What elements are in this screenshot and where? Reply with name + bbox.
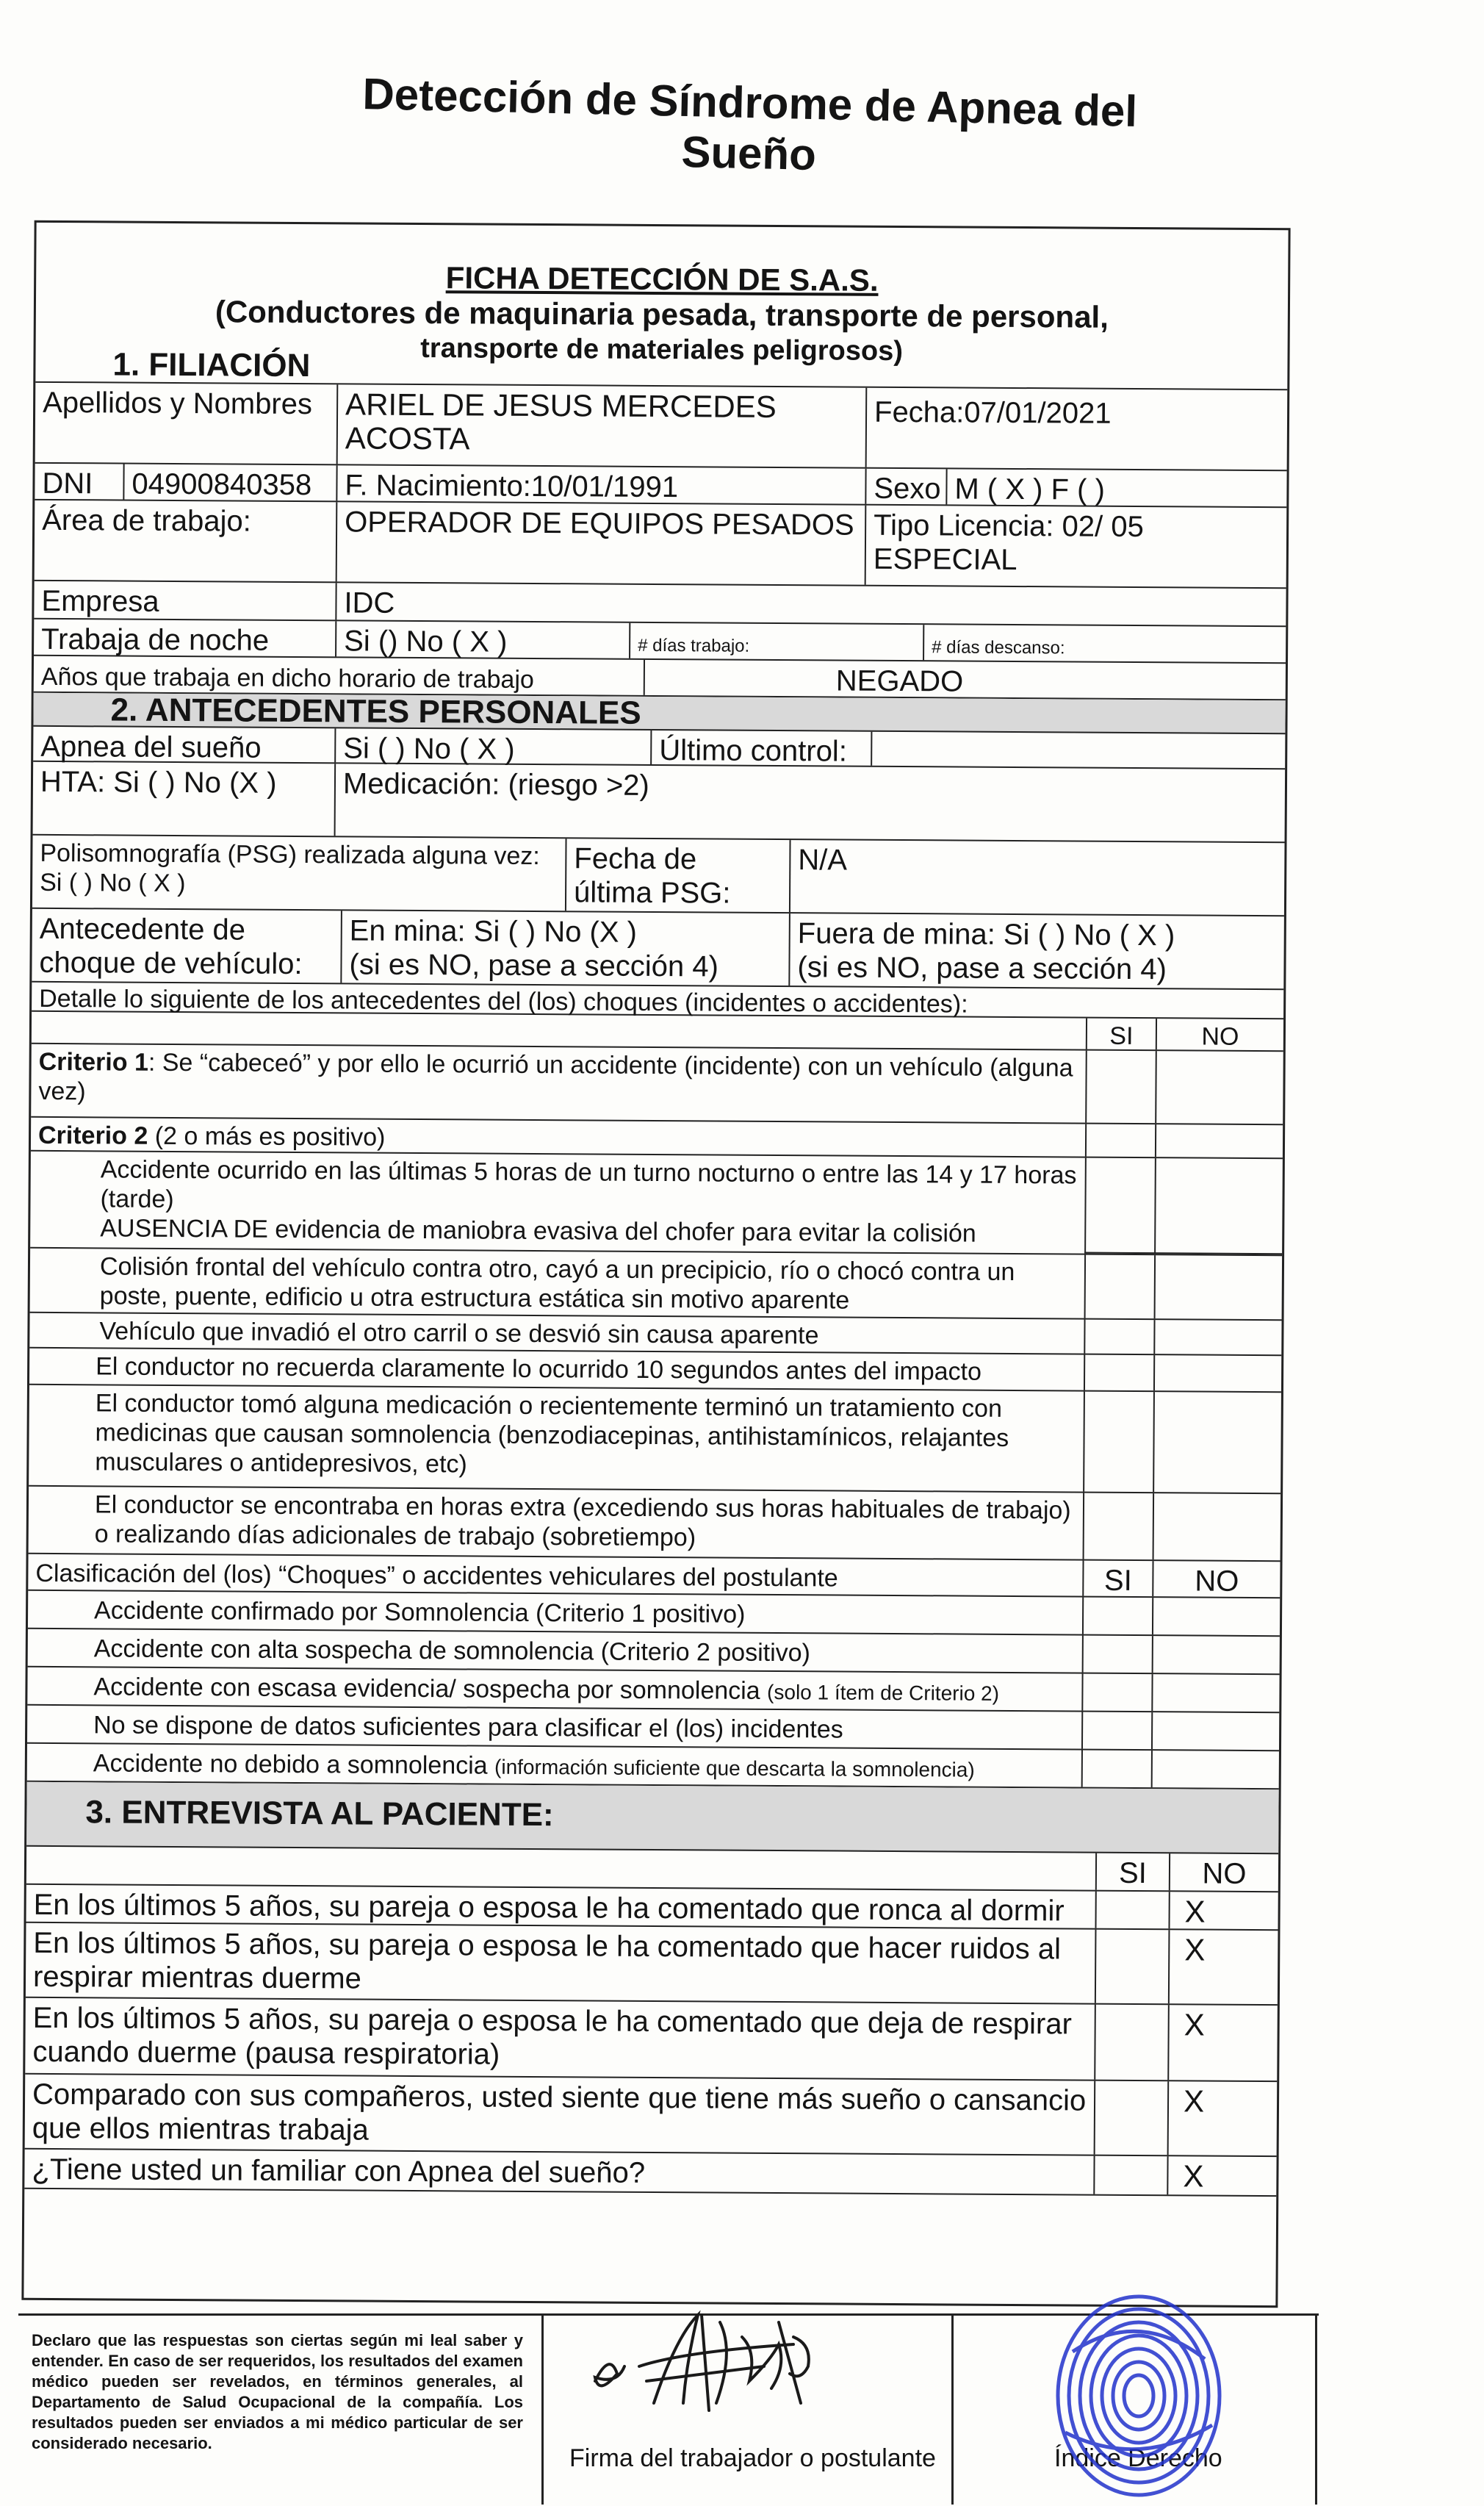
signature-image xyxy=(573,2293,955,2440)
question-text: Comparado con sus compañeros, usted siente que tiene más sueño o cansancio que ellos mientras trabaja xyxy=(32,2078,1087,2147)
fecha-value: Fecha:07/01/2021 xyxy=(865,388,1288,470)
row-criterio1 xyxy=(31,1044,1283,1125)
question-text: En los últimos 5 años, su pareja o esposa le ha comentado que ronca al dormir xyxy=(33,1888,1065,1928)
footer-divider xyxy=(541,2316,544,2505)
licencia-value: Tipo Licencia: 02/ 05 ESPECIAL xyxy=(865,506,1287,588)
question-no: X xyxy=(1167,2156,1276,2195)
clas-item-text: Accidente no debido a somnolencia xyxy=(93,1749,488,1780)
row-psg xyxy=(32,836,1285,916)
hta-label: HTA: Si ( ) No (X ) xyxy=(40,765,277,800)
ultimo-control-label: Último control: xyxy=(650,730,871,766)
question-si xyxy=(1095,1930,1169,2004)
fingerprint-image xyxy=(1043,2286,1234,2506)
section3-title: 3. ENTREVISTA AL PACIENTE: xyxy=(85,1794,554,1834)
psg-fecha-value: N/A xyxy=(789,840,1285,915)
fuera-mina-value: Fuera de mina: Si ( ) No ( X ) xyxy=(797,917,1175,952)
question-si xyxy=(1094,2081,1168,2155)
criterio-item-text: Vehículo que invadió el otro carril o se desvió sin causa aparente xyxy=(99,1317,819,1350)
criterio1-label: Criterio 1 xyxy=(38,1047,149,1077)
clas-item-text: Accidente con alta sospecha de somnolencia (Criterio 2 positivo) xyxy=(93,1634,811,1667)
apellidos-label: Apellidos y Nombres xyxy=(43,386,313,421)
question-no: X xyxy=(1168,1930,1278,2004)
criterio2-text: (2 o más es positivo) xyxy=(148,1121,386,1152)
question-row xyxy=(24,2150,1276,2197)
nacimiento-value: F. Nacimiento:10/01/1991 xyxy=(336,465,865,503)
row-choque xyxy=(32,909,1284,990)
clas-item-text: Accidente confirmado por Somnolencia (Criterio 1 positivo) xyxy=(93,1596,746,1629)
area-value: OPERADOR DE EQUIPOS PESADOS xyxy=(336,502,865,584)
clas-item-text: Accidente con escasa evidencia/ sospecha por somnolencia xyxy=(93,1673,760,1705)
clas-no-header: NO xyxy=(1152,1561,1280,1597)
fuera-mina-note: (si es NO, pase a sección 4) xyxy=(797,951,1167,986)
dias-descanso: # días descanso: xyxy=(923,625,1286,662)
noche-value: Si () No ( X ) xyxy=(335,621,629,658)
question-text: En los últimos 5 años, su pareja o esposa le ha comentado que hacer ruidos al respirar mientras duerme xyxy=(32,1926,1062,1995)
row-hta xyxy=(33,762,1286,843)
criterio-item-text: El conductor tomó alguna medicación o recientemente terminó un tratamiento con medicinas que causan somnolencia (benzodiacepinas, antihistamínicos, relajantes musculares o antidepresivos, etc) xyxy=(95,1389,1009,1479)
question-row xyxy=(25,1998,1278,2082)
criterio-item-text: El conductor se encontraba en horas extra (excediendo sus horas habituales de trabajo) o realizando días adicionales de trabajo (sobretiempo) xyxy=(94,1490,1071,1552)
sas-form xyxy=(21,220,1290,2308)
question-row xyxy=(26,1923,1278,2006)
form-subheading-2: transporte de materiales peligrosos) xyxy=(420,333,904,367)
form-heading: FICHA DETECCIÓN DE S.A.S. xyxy=(445,260,879,298)
detalle-text: Detalle lo siguiente de los antecedentes del (los) choques (incidentes o accidentes): xyxy=(39,984,968,1019)
question-no: X xyxy=(1167,2005,1278,2080)
section2-title: 2. ANTECEDENTES PERSONALES xyxy=(110,692,641,731)
sexo-value: M ( X ) F ( ) xyxy=(945,469,1286,506)
question-no: X xyxy=(1168,1892,1278,1929)
criterio-item xyxy=(30,1247,1283,1321)
area-label: Área de trabajo: xyxy=(42,503,251,538)
question-row xyxy=(25,2075,1278,2157)
mina-value: En mina: Si ( ) No (X ) xyxy=(349,914,638,949)
criterio-item-text: Accidente ocurrido en las últimas 5 horas de un turno nocturno o entre las 14 y 17 horas (tarde) xyxy=(100,1155,1077,1213)
anios-value: NEGADO xyxy=(644,660,1286,699)
dni-label: DNI xyxy=(42,467,93,500)
clas-item-note: (información suficiente que descarta la somnolencia) xyxy=(494,1755,975,1781)
empresa-value: IDC xyxy=(335,583,1286,625)
criterio-item xyxy=(29,1487,1281,1562)
crit-no-header: NO xyxy=(1156,1019,1283,1050)
entrevista-no-header: NO xyxy=(1169,1853,1278,1891)
question-si xyxy=(1094,2005,1168,2080)
criterio-item-text: AUSENCIA DE evidencia de maniobra evasiva del chofer para evitar la colisión xyxy=(100,1214,976,1248)
declaration-text: Declaro que las respuestas son ciertas según mi leal saber y entender. En caso de ser requeridos, los resultados del examen médico pueden ser revelados, en términos generales, al Departamento de Salud Ocupacional de la compañía. Los resultados pueden ser enviados a mi médico particular de ser considerado necesario. xyxy=(32,2331,523,2452)
medicacion-label: Medicación: (riesgo >2) xyxy=(334,764,1286,841)
psg-label: Polisomnografía (PSG) realizada alguna vez: Si ( ) No ( X ) xyxy=(40,839,540,898)
section3-band xyxy=(26,1782,1279,1854)
criterio-item xyxy=(29,1385,1281,1494)
page-title: Detección de Síndrome de Apnea del Sueño xyxy=(361,69,1138,180)
anios-label: Años que trabaja en dicho horario de trabajo xyxy=(40,662,535,694)
apnea-value: Si ( ) No ( X ) xyxy=(334,728,650,764)
criterio-item-text: El conductor no recuerda claramente lo ocurrido 10 segundos antes del impacto xyxy=(96,1352,982,1386)
apellidos-value: ARIEL DE JESUS MERCEDES ACOSTA xyxy=(336,384,866,467)
form-subheading: (Conductores de maquinaria pesada, transporte de personal, xyxy=(215,294,1109,334)
question-text: En los últimos 5 años, su pareja o esposa le ha comentado que deja de respirar cuando duerme (pausa respiratoria) xyxy=(32,2001,1073,2071)
dias-trabajo: # días trabajo: xyxy=(629,623,923,660)
row-apellidos xyxy=(35,383,1288,471)
choque-label: Antecedente de choque de vehículo: xyxy=(39,912,303,981)
crit-si-header: SI xyxy=(1086,1019,1156,1050)
criterio-item-text: Colisión frontal del vehículo contra otro, cayó a un precipicio, río o chocó contra un poste, puente, edificio u otra estructura estática sin motivo aparente xyxy=(99,1252,1015,1315)
clas-item-text: No se dispone de datos suficientes para clasificar el (los) incidentes xyxy=(93,1711,843,1744)
mina-note: (si es NO, pase a sección 4) xyxy=(349,948,719,983)
entrevista-si-header: SI xyxy=(1095,1853,1169,1891)
section1-title: 1. FILIACIÓN xyxy=(112,346,311,384)
clasificacion-label: Clasificación del (los) “Choques” o accidentes vehiculares del postulante xyxy=(35,1559,838,1593)
question-text: ¿Tiene usted un familiar con Apnea del sueño? xyxy=(32,2153,646,2189)
noche-label: Trabaja de noche xyxy=(41,622,270,657)
psg-fecha-label: Fecha de última PSG: xyxy=(565,839,790,912)
indice-label: Índice Derecho xyxy=(1054,2444,1222,2472)
row-area xyxy=(35,500,1287,589)
criterio1-text: : Se “cabeceó” y por ello le ocurrió un accidente (incidente) con un vehículo (alguna vez) xyxy=(38,1048,1073,1106)
firma-label: Firma del trabajador o postulante xyxy=(569,2444,936,2472)
footer-divider xyxy=(1315,2316,1317,2505)
clas-si-header: SI xyxy=(1082,1561,1152,1597)
question-si xyxy=(1093,2156,1167,2195)
empresa-label: Empresa xyxy=(41,584,159,618)
criterio-item xyxy=(30,1152,1283,1254)
criterio2-label: Criterio 2 xyxy=(37,1121,148,1150)
apnea-label: Apnea del sueño xyxy=(40,730,262,764)
question-si xyxy=(1095,1892,1168,1929)
clas-item-note: (solo 1 ítem de Criterio 2) xyxy=(767,1680,1000,1705)
sexo-label: Sexo xyxy=(865,469,945,505)
question-no: X xyxy=(1167,2081,1278,2155)
dni-value: 04900840358 xyxy=(123,464,336,501)
